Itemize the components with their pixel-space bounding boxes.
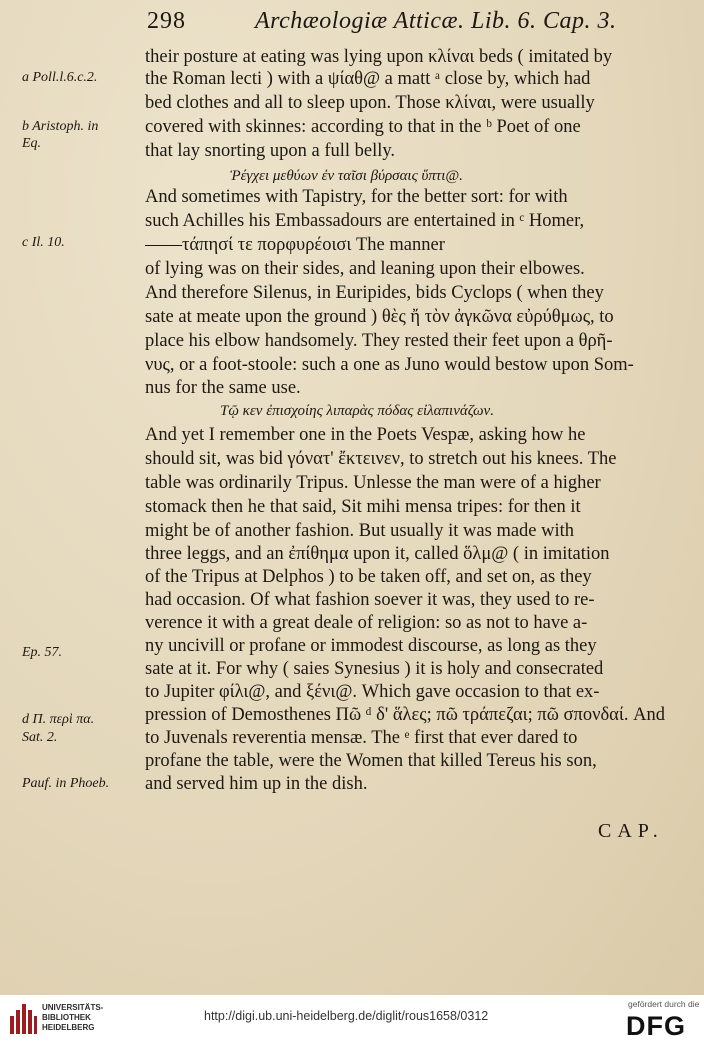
text-line: ——τάπησί τε πορφυρέοισι The manner (145, 235, 445, 255)
catchword: CAP. (598, 820, 664, 842)
text-line: the Roman lecti ) with a ψίαθ@ a matt ᵃ close by, which had (145, 69, 591, 89)
text-line: nus for the same use. (145, 378, 301, 398)
text-line: And yet I remember one in the Poets Vespæ, asking how he (145, 425, 586, 445)
text-line: and served him up in the dish. (145, 774, 368, 794)
text-line: that lay snorting upon a full belly. (145, 141, 396, 161)
text-line: stomack then he that said, Sit mihi mensa tripes: for then it (145, 497, 581, 517)
margin-note: Pauf. in Phoeb. (22, 776, 110, 791)
margin-note: d Π. περὶ πα. (22, 712, 95, 727)
margin-note: c Il. 10. (22, 235, 65, 250)
dfg-logo: DFG (626, 1011, 686, 1041)
text-line: had occasion. Of what fashion soever it was, they used to re- (145, 590, 595, 610)
text-line: sate at it. For why ( saies Synesius ) it is holy and consecrated (145, 659, 604, 679)
text-line: bed clothes and all to sleep upon. Those κλίναι, were usually (145, 93, 595, 113)
library-logo-icon (8, 1002, 38, 1036)
text-line: verence it with a great deale of religion: so as not to have a- (145, 613, 588, 633)
margin-note: Sat. 2. (22, 730, 58, 745)
text-line: sate at meate upon the ground ) θὲς ἤ τὸν ἀγκῶνα εὐρύθμως, to (145, 307, 614, 327)
greek-quote: Ῥέγχει μεθύων ἐν ταῖσι βύρσαις ὕπτι@. (230, 168, 463, 184)
margin-note: Eq. (22, 136, 42, 151)
margin-note: Ep. 57. (22, 645, 63, 660)
sponsor-label: gefördert durch die (628, 999, 700, 1009)
text-line: three leggs, and an ἐπίθημα upon it, called ὅλμ@ ( in imitation (145, 544, 610, 564)
text-line: profane the table, were the Women that killed Tereus his son, (145, 751, 597, 771)
text-line: such Achilles his Embassadours are entertained in ᶜ Homer, (145, 211, 585, 231)
margin-note: b Aristoph. in (22, 119, 99, 134)
footer-bar (0, 995, 704, 1045)
source-url-link[interactable]: http://digi.ub.uni-heidelberg.de/diglit/rous1658/0312 (204, 1009, 489, 1023)
text-line: their posture at eating was lying upon κλίναι beds ( imitated by (145, 47, 613, 67)
margin-note: a Poll.l.6.c.2. (22, 70, 98, 85)
library-name: UNIVERSITÄTS- BIBLIOTHEK HEIDELBERG (42, 1003, 104, 1032)
text-line: place his elbow handsomely. They rested their feet upon a θρῆ- (145, 331, 613, 351)
text-line: And sometimes with Tapistry, for the better sort: for with (145, 187, 568, 207)
text-line: of the Tripus at Delphos ) to be taken off, and set on, as they (145, 567, 592, 587)
text-line: might be of another fashion. But usually it was made with (145, 521, 575, 541)
page-number: 298 (147, 8, 186, 34)
text-line: pression of Demosthenes Πῶ ᵈ δ' ἅλες; πῶ τράπεζαι; πῶ σπονδαί. And (145, 705, 665, 725)
text-line: table was ordinarily Tripus. Unlesse the man were of a higher (145, 473, 601, 493)
text-line: of lying was on their sides, and leaning upon their elbowes. (145, 259, 585, 279)
text-line: And therefore Silenus, in Euripides, bids Cyclops ( when they (145, 283, 604, 303)
text-line: covered with skinnes: according to that in the ᵇ Poet of one (145, 117, 581, 137)
text-line: νυς, or a foot-stoole: such a one as Juno would bestow upon Som- (145, 355, 634, 375)
text-line: to Jupiter φίλι@, and ξένι@. Which gave occasion to that ex- (145, 682, 600, 702)
text-line: ny uncivill or profane or immodest discourse, as long as they (145, 636, 597, 656)
text-line: to Juvenals reverentia mensæ. The ᵉ first that ever dared to (145, 728, 578, 748)
running-title: Archæologiæ Atticæ. Lib. 6. Cap. 3. (255, 8, 617, 34)
greek-quote: Τῷ κεν ἐπισχοίης λιπαρὰς πόδας εἰλαπινάζων. (220, 403, 494, 419)
text-line: should sit, was bid γόνατ' ἔκτεινεν, to stretch out his knees. The (145, 449, 617, 469)
page-header (0, 2, 704, 42)
